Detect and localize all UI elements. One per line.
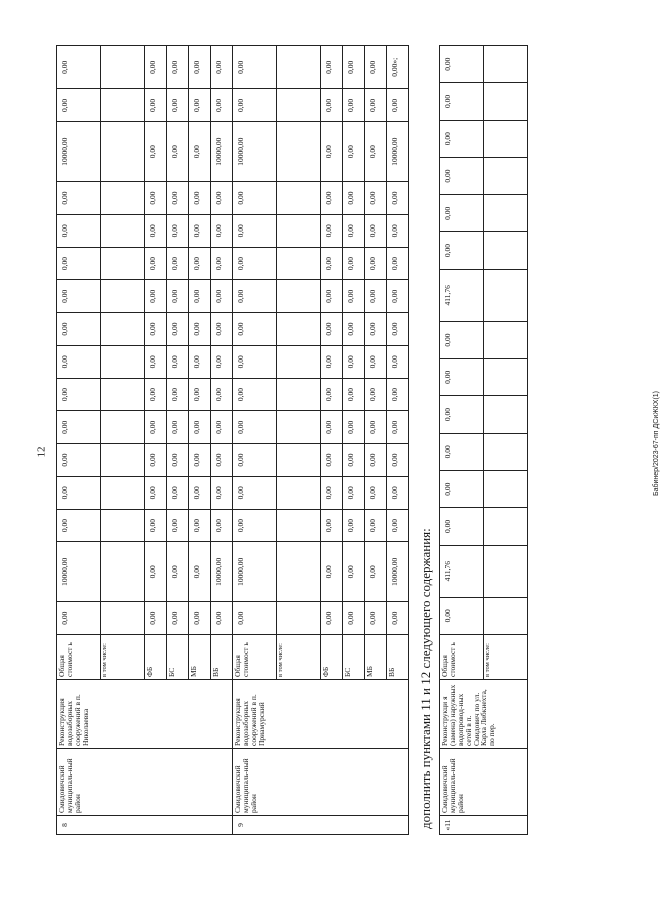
value-cell: 0,00 [145,280,167,313]
value-cell: 0,00 [233,444,277,477]
value-cell: 0,00 [365,182,387,215]
value-cell: 0,00 [387,602,409,635]
value-cell: 0,00 [365,476,387,509]
value-cell: 10000,00 [57,122,101,182]
value-cell: 0,00 [211,345,233,378]
value-cell: 0,00 [343,46,365,90]
value-cell: 0,00 [233,602,277,635]
value-cell: 0,00 [167,122,189,182]
value-cell: 0,00 [440,597,484,634]
value-cell: 0,00 [321,378,343,411]
value-cell: 0,00 [189,247,211,280]
funding-source-label: Общая стоимост ь [57,635,101,680]
value-cell: 0,00 [57,313,101,346]
value-cell [277,345,321,378]
value-cell: 0,00 [233,411,277,444]
value-cell: 0,00 [343,280,365,313]
funding-source-label: Общая стоимост ь [233,635,277,680]
value-cell: 0,00 [145,182,167,215]
additional-items-table [439,45,528,835]
value-cell: 0,00 [321,214,343,247]
value-cell: 0,00 [321,602,343,635]
district-cell: Смидовичский муниципаль-ный район [233,749,409,816]
value-cell: 0,00 [211,378,233,411]
funding-table [56,45,409,835]
value-cell: 0,00 [343,542,365,602]
value-cell: 0,00 [440,359,484,396]
value-cell [484,83,528,120]
value-cell: 0,00 [387,345,409,378]
value-cell: 0,00 [321,122,343,182]
value-cell [101,247,145,280]
value-cell [277,247,321,280]
value-cell [277,509,321,542]
value-cell [277,542,321,602]
value-cell [101,122,145,182]
value-cell [277,182,321,215]
value-cell: 0,00 [189,602,211,635]
value-cell [277,46,321,90]
value-cell: 0,00 [57,182,101,215]
value-cell: 0,00 [167,89,189,122]
value-cell: 0,00 [145,46,167,90]
value-cell: 0,00 [440,396,484,433]
value-cell: 0,00 [211,247,233,280]
value-cell: 0,00 [440,433,484,470]
value-cell [277,476,321,509]
value-cell: 0,00 [167,411,189,444]
value-cell: 0,00 [387,411,409,444]
value-cell: 0,00 [189,313,211,346]
value-cell [101,182,145,215]
value-cell: 0,00 [211,182,233,215]
value-cell: 10000,00 [211,122,233,182]
value-cell [484,359,528,396]
object-cell: Реконструкци я (замена) наружных водопровод-ных сетей в п. Смидович по ул. Карла Либкнехта, по пер. [440,680,528,749]
value-cell [101,280,145,313]
value-cell: 0,00 [343,313,365,346]
rotated-table-area [56,45,561,835]
row-number: 9 [233,816,409,835]
value-cell: 0,00 [343,214,365,247]
value-cell [484,120,528,157]
value-cell [101,542,145,602]
value-cell: 0,00 [189,542,211,602]
value-cell: 0,00 [343,182,365,215]
value-cell: 0,00 [321,542,343,602]
value-cell: 0,00 [167,182,189,215]
value-cell: 0,00 [365,345,387,378]
value-cell: 0,00 [189,509,211,542]
value-cell: 0,00 [189,89,211,122]
value-cell: 0,00 [145,247,167,280]
value-cell: 0,00 [167,214,189,247]
funding-source-label: ФБ [145,635,167,680]
funding-source-label: БС [167,635,189,680]
value-cell: 0,00 [440,83,484,120]
value-cell: 0,00 [321,313,343,346]
value-cell: 0,00 [387,247,409,280]
value-cell: 0,00 [189,411,211,444]
value-cell: 0,00 [167,444,189,477]
value-cell [484,232,528,269]
value-cell: 0,00 [233,345,277,378]
value-cell [484,545,528,597]
value-cell: 0,00 [343,602,365,635]
value-cell: 10000,00 [211,542,233,602]
value-cell: 0,00 [365,542,387,602]
value-cell [101,476,145,509]
table-row [233,46,277,835]
value-cell [101,313,145,346]
object-cell: Реконструкция водозаборных сооружений в п. Приамурский [233,680,409,749]
value-cell: 0,00 [167,378,189,411]
value-cell: 0,00 [440,120,484,157]
value-cell: 0,00 [167,247,189,280]
value-cell: 0,00 [321,509,343,542]
value-cell: 0,00 [387,280,409,313]
value-cell: 0,00 [167,280,189,313]
value-cell: 0,00 [321,444,343,477]
table-row [57,46,101,835]
value-cell: 0,00 [145,345,167,378]
object-cell: Реконструкция водозаборных сооружений в п. Николаевка [57,680,233,749]
value-cell: 0,00 [233,280,277,313]
value-cell: 0,00 [233,247,277,280]
value-cell: 411,76 [440,545,484,597]
value-cell: 0,00 [321,89,343,122]
funding-source-label: БС [343,635,365,680]
value-cell [101,411,145,444]
value-cell: 0,00 [343,247,365,280]
value-cell: 411,76 [440,269,484,321]
document-reference: Бабинер/2023-67-пп ДСиЖКХ(1) [653,390,660,497]
value-cell: 0,00 [189,345,211,378]
value-cell [277,89,321,122]
value-cell: 0,00 [211,313,233,346]
value-cell: 0,00 [167,476,189,509]
value-cell: 0,00 [321,280,343,313]
value-cell: 10000,00 [233,542,277,602]
value-cell: 0,00 [233,313,277,346]
value-cell: 0,00 [57,214,101,247]
value-cell: 0,00 [233,476,277,509]
value-cell: 0,00 [343,378,365,411]
value-cell: 0,00 [57,378,101,411]
value-cell: 0,00 [167,509,189,542]
value-cell [484,321,528,358]
value-cell: 0,00 [145,313,167,346]
value-cell: 0,00 [211,602,233,635]
value-cell: 0,00 [387,378,409,411]
value-cell: 0,00 [343,411,365,444]
value-cell: 0,00 [321,182,343,215]
value-cell: 0,00 [343,444,365,477]
row-number: 8 [57,816,233,835]
value-cell [101,378,145,411]
value-cell: 0,00 [233,509,277,542]
value-cell: 0,00 [440,46,484,83]
value-cell: 0,00 [189,46,211,90]
value-cell: 0,00 [211,46,233,90]
value-cell: 0,00 [365,214,387,247]
value-cell: 0,00 [343,122,365,182]
value-cell: 0,00 [167,542,189,602]
value-cell [277,122,321,182]
value-cell [277,411,321,444]
value-cell: 0,00 [145,122,167,182]
funding-source-label: ВБ [211,635,233,680]
value-cell: 0,00 [57,280,101,313]
value-cell: 0,00 [440,157,484,194]
value-cell: 0,00 [145,411,167,444]
funding-source-label: в том числе: [101,635,145,680]
value-cell: 0,00 [189,122,211,182]
value-cell: 0,00 [145,542,167,602]
value-cell: 10000,00 [57,542,101,602]
value-cell: 0,00 [57,509,101,542]
value-cell: 0,00 [233,378,277,411]
value-cell: 0,00 [321,247,343,280]
value-cell: 0,00 [387,182,409,215]
value-cell [484,46,528,83]
funding-source-label: Общая стоимост ь [440,635,484,680]
value-cell [484,157,528,194]
value-cell: 0,00 [365,313,387,346]
value-cell: 0,00 [57,89,101,122]
value-cell [277,214,321,247]
row-number: «11 [440,816,528,835]
value-cell: 0,00 [387,89,409,122]
value-cell [484,269,528,321]
value-cell [484,396,528,433]
value-cell: 0,00 [387,313,409,346]
funding-source-label: МБ [189,635,211,680]
value-cell: 0,00»; [387,46,409,90]
value-cell: 0,00 [145,602,167,635]
value-cell: 0,00 [387,509,409,542]
value-cell: 0,00 [211,89,233,122]
value-cell: 0,00 [365,378,387,411]
value-cell: 0,00 [233,89,277,122]
value-cell [101,214,145,247]
value-cell: 0,00 [233,214,277,247]
value-cell: 0,00 [343,476,365,509]
value-cell: 0,00 [211,509,233,542]
value-cell [277,280,321,313]
funding-source-label: в том числе: [484,635,528,680]
district-cell: Смидовичский муниципаль-ный район [57,749,233,816]
funding-source-label: ФБ [321,635,343,680]
value-cell [101,46,145,90]
value-cell: 0,00 [145,89,167,122]
value-cell: 0,00 [365,46,387,90]
value-cell [101,345,145,378]
page-number: 12 [35,446,48,458]
value-cell: 0,00 [321,46,343,90]
value-cell: 0,00 [145,476,167,509]
value-cell [484,471,528,508]
value-cell: 0,00 [57,345,101,378]
value-cell: 0,00 [211,411,233,444]
value-cell [101,509,145,542]
value-cell: 0,00 [365,89,387,122]
funding-source-label: ВБ [387,635,409,680]
section-heading: дополнить пунктами 11 и 12 следующего содержания: [418,528,433,829]
value-cell: 0,00 [145,444,167,477]
value-cell: 0,00 [365,122,387,182]
value-cell [101,89,145,122]
value-cell: 0,00 [145,214,167,247]
value-cell: 0,00 [387,444,409,477]
value-cell: 0,00 [167,46,189,90]
value-cell: 0,00 [365,247,387,280]
value-cell: 0,00 [167,313,189,346]
value-cell: 0,00 [343,345,365,378]
value-cell: 0,00 [189,476,211,509]
value-cell: 0,00 [189,444,211,477]
value-cell [484,597,528,634]
value-cell: 0,00 [233,182,277,215]
value-cell: 0,00 [167,345,189,378]
value-cell [277,313,321,346]
value-cell: 10000,00 [387,122,409,182]
value-cell: 0,00 [167,602,189,635]
district-cell: Смидовичский муниципаль-ный район [440,749,528,816]
value-cell: 0,00 [189,280,211,313]
value-cell: 0,00 [343,89,365,122]
value-cell: 0,00 [211,476,233,509]
value-cell: 0,00 [57,247,101,280]
value-cell: 0,00 [365,444,387,477]
value-cell: 0,00 [321,411,343,444]
value-cell: 0,00 [440,232,484,269]
value-cell [277,602,321,635]
value-cell [277,444,321,477]
value-cell [484,195,528,232]
value-cell: 0,00 [211,280,233,313]
value-cell: 0,00 [189,182,211,215]
value-cell: 0,00 [57,476,101,509]
value-cell: 10000,00 [387,542,409,602]
value-cell: 0,00 [343,509,365,542]
value-cell: 0,00 [387,214,409,247]
value-cell: 0,00 [57,602,101,635]
value-cell: 0,00 [321,476,343,509]
value-cell: 0,00 [387,476,409,509]
value-cell [101,444,145,477]
funding-source-label: МБ [365,635,387,680]
value-cell: 0,00 [57,411,101,444]
value-cell: 0,00 [365,280,387,313]
value-cell [277,378,321,411]
value-cell [484,508,528,545]
value-cell: 0,00 [145,509,167,542]
value-cell: 0,00 [365,411,387,444]
value-cell [101,602,145,635]
value-cell: 0,00 [189,378,211,411]
value-cell: 0,00 [57,444,101,477]
value-cell: 0,00 [189,214,211,247]
value-cell: 0,00 [365,602,387,635]
value-cell: 0,00 [211,214,233,247]
value-cell: 0,00 [233,46,277,90]
value-cell: 0,00 [57,46,101,90]
value-cell: 10000,00 [233,122,277,182]
value-cell [484,433,528,470]
value-cell: 0,00 [440,508,484,545]
funding-source-label: в том числе: [277,635,321,680]
table-row [440,46,484,835]
value-cell: 0,00 [365,509,387,542]
value-cell: 0,00 [211,444,233,477]
value-cell: 0,00 [440,471,484,508]
value-cell: 0,00 [440,321,484,358]
value-cell: 0,00 [321,345,343,378]
value-cell: 0,00 [440,195,484,232]
value-cell: 0,00 [145,378,167,411]
